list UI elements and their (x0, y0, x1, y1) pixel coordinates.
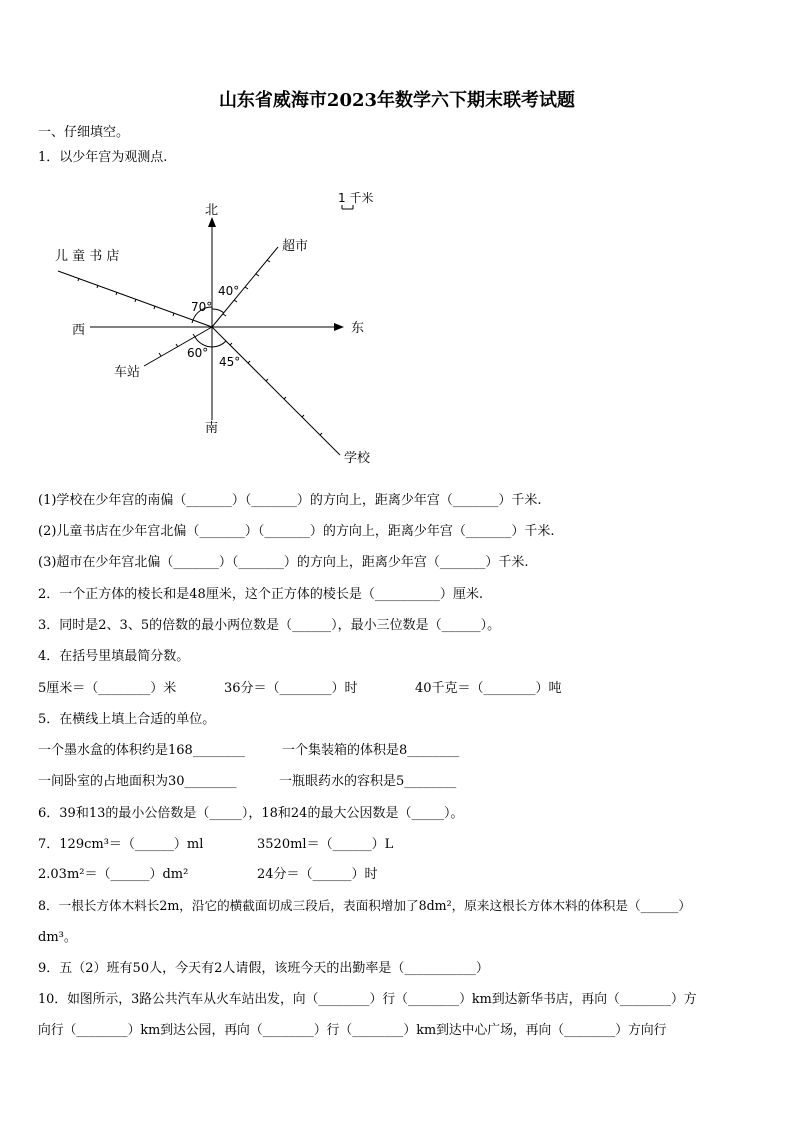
angle-label-supermarket: 40° (218, 284, 240, 298)
direction-diagram (40, 180, 460, 470)
south-label: 南 (205, 421, 219, 436)
question-1-part-1: (1)学校在少年宫的南偏（_______）（_______）的方向上，距离少年宫（_______）千米. (38, 493, 542, 508)
east-label: 东 (351, 321, 365, 336)
question-6: 6．39和13的最小公倍数是（_____），18和24的最大公因数是（_____）。 (38, 806, 464, 821)
angle-label-station: 60° (187, 346, 209, 360)
question-5-part-d: 一瓶眼药水的容积是5________ (279, 774, 457, 789)
question-5-part-c: 一间卧室的占地面积为30________ (38, 774, 237, 789)
question-7-part-d: 24分＝（______）时 (257, 867, 378, 882)
question-1-stem: 1．以少年宫为观测点. (38, 150, 168, 165)
question-4-part-a: 5厘米＝（________）米 (38, 681, 177, 696)
question-1-part-3: (3)超市在少年宫北偏（_______）（_______）的方向上，距离少年宫（_______）千米. (38, 555, 529, 570)
supermarket-label: 超市 (282, 239, 309, 254)
question-5-stem: 5．在横线上填上合适的单位。 (38, 712, 216, 727)
school-label: 学校 (344, 451, 371, 466)
question-1-part-2: (2)儿童书店在少年宫北偏（_______）（_______）的方向上，距离少年宫（_______）千米. (38, 524, 555, 539)
bookstore-label: 儿 童 书 店 (55, 249, 120, 264)
question-3: 3．同时是2、3、5的倍数的最小两位数是（______），最小三位数是（______）。 (38, 618, 501, 633)
bookstore-ray (58, 271, 212, 327)
question-8-line-1: 8．一根长方体木料长2m，沿它的横截面切成三段后，表面积增加了8dm²，原来这根长方体木料的体积是（______） (38, 898, 691, 913)
question-8-line-2: dm³。 (38, 930, 77, 945)
question-7-part-b: 3520ml＝（______）L (257, 837, 394, 852)
section-heading: 一、仔细填空。 (38, 125, 130, 140)
angle-label-school: 45° (219, 355, 241, 369)
school-ray (212, 327, 340, 455)
question-10-line-1: 10．如图所示，3路公共汽车从火车站出发，向（________）行（________）km到达新华书店，再向（________）方 (38, 992, 697, 1007)
angle-arc-school (212, 341, 226, 347)
question-10-line-2: 向行（________）km到达公园，再向（________）行（________）km到达中心广场，再向（________）方向行 (38, 1023, 667, 1038)
question-2: 2．一个正方体的棱长和是48厘米，这个正方体的棱长是（__________）厘米. (38, 587, 483, 602)
question-4-stem: 4．在括号里填最简分数。 (38, 649, 190, 664)
station-label: 车站 (114, 365, 141, 380)
question-9: 9．五（2）班有50人，今天有2人请假，该班今天的出勤率是（___________） (38, 961, 489, 976)
east-arrow (334, 323, 344, 331)
question-4-part-b: 36分＝（________）时 (224, 681, 358, 696)
scale-label: 1 千米 (338, 191, 374, 205)
question-5-part-a: 一个墨水盒的体积约是168________ (38, 743, 245, 758)
north-label: 北 (205, 203, 219, 218)
question-4-part-c: 40千克＝（________）吨 (415, 681, 562, 696)
angle-label-bookstore: 70° (191, 300, 213, 314)
north-arrow (208, 217, 216, 227)
school-ticks (230, 343, 322, 435)
question-7-part-c: 2.03m²＝（______）dm² (38, 867, 189, 882)
question-7-part-a: 7．129cm³＝（______）ml (38, 837, 204, 852)
angle-arc-supermarket (212, 309, 224, 313)
question-5-part-b: 一个集装箱的体积是8________ (282, 743, 460, 758)
page-title: 山东省威海市2023年数学六下期末联考试题 (218, 90, 576, 111)
west-label: 西 (72, 323, 86, 338)
